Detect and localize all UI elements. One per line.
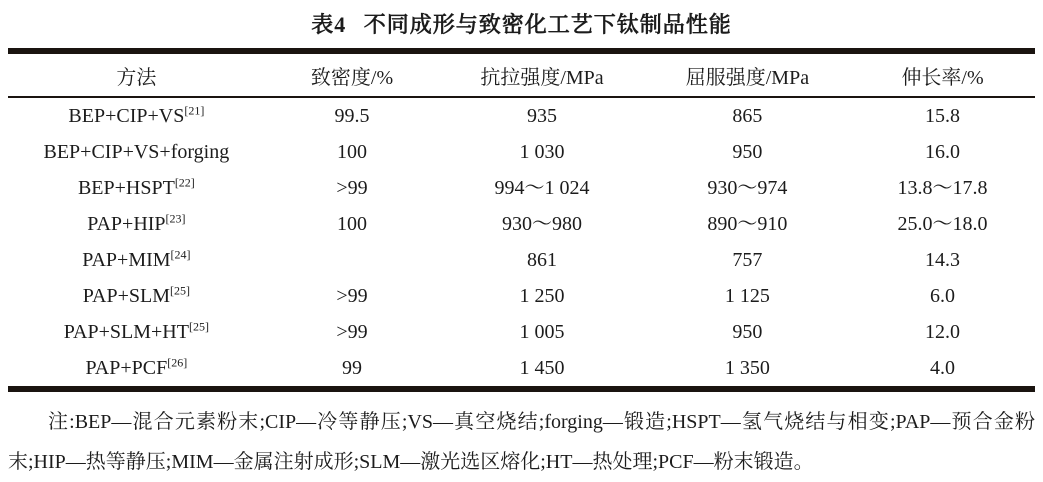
method-label: PAP+PCF (85, 357, 168, 379)
table-body (8, 97, 1035, 389)
method-label: BEP+HSPT (77, 177, 175, 199)
reference-superscript: [23] (165, 211, 186, 226)
method-label: PAP+HIP (87, 213, 166, 235)
cell-yield: 890～910 (707, 213, 788, 235)
table-header (8, 51, 1035, 97)
method-label: PAP+SLM+HT (63, 321, 189, 343)
cell-method (8, 206, 265, 242)
cell-elongation: 16.0 (925, 141, 961, 163)
cell-tensile: 1 450 (519, 357, 565, 379)
cell-elongation: 15.8 (925, 105, 961, 127)
reference-superscript: [25] (188, 319, 209, 334)
cell-tensile: 930～980 (502, 213, 583, 235)
cell-method (8, 97, 265, 134)
cell-tensile: 935 (527, 105, 558, 127)
reference-superscript: [25] (170, 283, 190, 298)
cell-yield: 1 350 (724, 357, 770, 379)
cell-method (8, 170, 265, 206)
cell-yield: 950 (732, 141, 763, 163)
method-label: BEP+CIP+VS (68, 105, 185, 127)
table-row (8, 134, 1035, 170)
reference-superscript: [21] (184, 103, 205, 118)
cell-yield: 1 125 (724, 285, 770, 307)
table-row (8, 170, 1035, 206)
column-header-4: 伸长率/% (901, 66, 984, 89)
cell-density (265, 242, 440, 278)
table-number: 表4 (311, 12, 347, 37)
table-note: 注:BEP—混合元素粉末;CIP—冷等静压;VS—真空烧结;forging—锻造;HSPT—氢气烧结与相变;PAP—预合金粉末;HIP—热等静压;MIM—金属注射成形;SLM—激光选区熔化;HT—热处理;PCF—粉末锻造。 (8, 411, 1035, 473)
cell-method (8, 350, 265, 389)
cell-tensile: 861 (527, 249, 558, 271)
cell-density: 99.5 (334, 105, 370, 127)
table-row (8, 350, 1035, 389)
cell-method (8, 242, 265, 278)
cell-density: 99 (342, 357, 363, 379)
table-row (8, 242, 1035, 278)
column-header-2: 抗拉强度/MPa (480, 66, 604, 89)
cell-density: >99 (336, 321, 368, 343)
reference-superscript: [22] (174, 175, 195, 190)
table-caption: 不同成形与致密化工艺下钛制品性能 (363, 12, 732, 37)
cell-density: 100 (337, 213, 368, 235)
method-label: PAP+SLM (82, 285, 170, 307)
cell-tensile: 994～1 024 (494, 177, 590, 199)
cell-density: >99 (336, 285, 368, 307)
reference-superscript: [26] (167, 355, 188, 370)
cell-yield: 865 (732, 105, 763, 127)
cell-yield: 930～974 (707, 177, 788, 199)
cell-elongation: 14.3 (925, 249, 961, 271)
table-row (8, 314, 1035, 350)
header-row (8, 51, 1035, 97)
cell-tensile: 1 005 (519, 321, 565, 343)
column-header-1: 致密度/% (310, 66, 394, 89)
cell-elongation: 25.0～18.0 (897, 213, 988, 235)
table-row (8, 97, 1035, 134)
cell-tensile: 1 250 (519, 285, 565, 307)
cell-method (8, 134, 265, 170)
cell-elongation: 12.0 (925, 321, 961, 343)
cell-density: >99 (336, 177, 368, 199)
column-header-3: 屈服强度/MPa (685, 66, 810, 89)
cell-yield: 757 (732, 249, 763, 271)
method-label: BEP+CIP+VS+forging (43, 141, 230, 163)
reference-superscript: [24] (170, 247, 191, 262)
table-row (8, 278, 1035, 314)
method-label: PAP+MIM (82, 249, 171, 271)
properties-table (8, 48, 1035, 392)
cell-elongation: 4.0 (930, 357, 956, 379)
cell-method (8, 278, 265, 314)
cell-yield: 950 (732, 321, 763, 343)
column-header-0: 方法 (116, 66, 157, 89)
cell-density: 100 (337, 141, 368, 163)
table-row (8, 206, 1035, 242)
cell-tensile: 1 030 (519, 141, 565, 163)
cell-method (8, 314, 265, 350)
table-title (8, 10, 1035, 40)
cell-elongation: 6.0 (930, 285, 956, 307)
cell-elongation: 13.8～17.8 (897, 177, 988, 199)
